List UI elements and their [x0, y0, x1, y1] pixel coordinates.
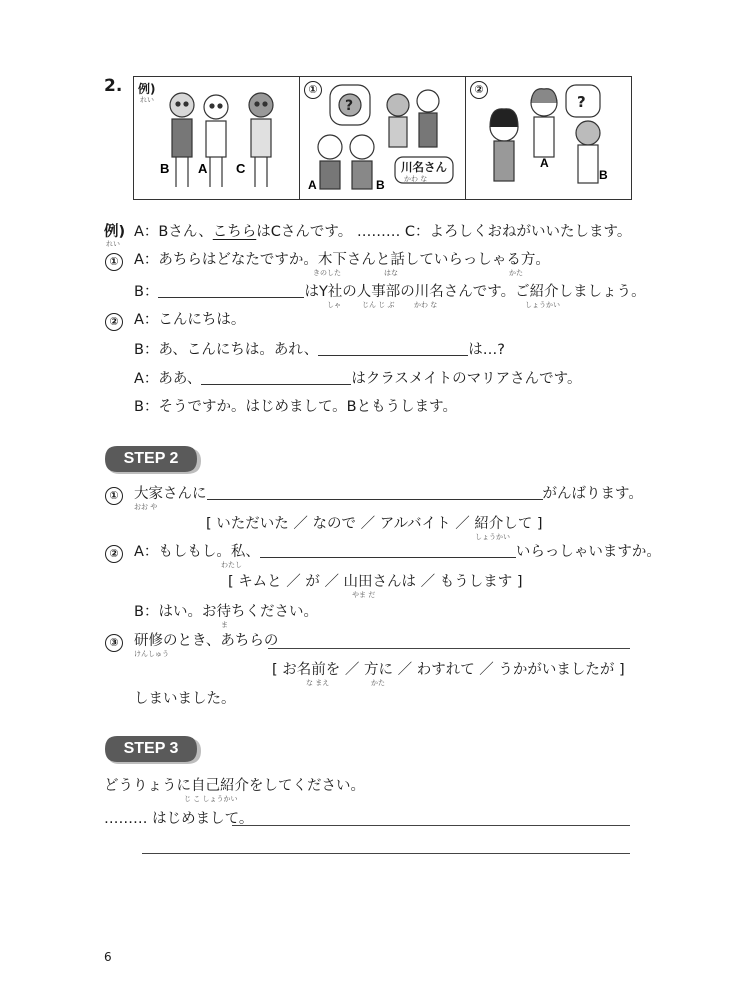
- q1-number: ①: [105, 253, 123, 271]
- ruby-jinjibu: じん じ ぶ: [362, 301, 395, 309]
- answer-blank[interactable]: [158, 282, 304, 298]
- step2-q1-number: ①: [105, 487, 123, 505]
- answer-line[interactable]: [232, 825, 630, 826]
- example-marker-ruby: れい: [106, 240, 120, 248]
- example-text-a: A：Bさん、: [134, 224, 213, 240]
- q2-line3-prefix: A：ああ、: [134, 371, 202, 387]
- people-illustration: [300, 77, 466, 199]
- step2-q2-options: [ キムと ／ が ／ 山田さんは ／ もうします ]: [228, 574, 523, 590]
- step2-q1-line: [134, 484, 643, 504]
- q2-number: ②: [105, 313, 123, 331]
- step2-q3-prefix: 研修のとき、あちらの: [134, 633, 279, 649]
- panel-example: [134, 77, 299, 199]
- q2-line2-prefix: B：あ、こんにちは。あれ、: [134, 342, 319, 358]
- step2-q1-suffix: がんばります。: [542, 486, 643, 502]
- step2-q2-suffix: いらっしゃいますか。: [515, 544, 661, 560]
- q2-line2-suffix: は…?: [468, 342, 505, 358]
- ruby-kata: かた: [509, 269, 523, 277]
- step2-q2-answer: B：はい。お待ちください。: [134, 604, 318, 620]
- step2-q3-ending: しまいました。: [134, 691, 236, 707]
- step2-q3-number: ③: [105, 634, 123, 652]
- ruby-kawana: かわ な: [414, 301, 438, 309]
- q2-line3-suffix: はクラスメイトのマリアさんです。: [351, 371, 582, 387]
- example-underlined: こちら: [212, 224, 257, 240]
- ruby-kata: かた: [371, 679, 385, 687]
- illustration-panels: [133, 76, 632, 200]
- ruby-ooya: おお や: [134, 503, 158, 511]
- step2-label: STEP 2: [123, 450, 179, 467]
- name-bubble-text: 川名さん: [401, 160, 447, 174]
- ruby-jiko-shoukai: じ こ しょうかい: [184, 795, 238, 803]
- panel-1-label-b: B: [376, 178, 385, 192]
- q1-line2-prefix: B：: [134, 284, 159, 300]
- q2-line4: B：そうですか。はじめまして。Bともうします。: [134, 399, 457, 415]
- step2-q1-prefix: 大家さんに: [134, 486, 207, 502]
- answer-blank[interactable]: [268, 648, 630, 649]
- ruby-hana: はな: [384, 269, 398, 277]
- panel-example-label-a: A: [198, 161, 208, 176]
- panel-example-label-c: C: [236, 161, 246, 176]
- example-marker: 例): [104, 224, 126, 240]
- step3-badge: [105, 736, 201, 766]
- svg-text:?: ?: [577, 93, 586, 111]
- ruby-namae: な まえ: [306, 679, 330, 687]
- step2-badge: [105, 446, 201, 476]
- step3-instruction: どうりょうに自己紹介をしてください。: [104, 778, 365, 794]
- panel-2-label-b: B: [599, 168, 608, 182]
- example-sentence: [134, 222, 631, 242]
- ruby-shoukai: しょうかい: [525, 301, 560, 309]
- panel-2-label-a: A: [540, 156, 549, 170]
- panel-1: [299, 77, 466, 199]
- example-text-b: はCさんです。 ……… C：よろしくおねがいいたします。: [256, 224, 632, 240]
- ruby-kenshuu: けんしゅう: [134, 650, 169, 658]
- ruby-sha: しゃ: [327, 301, 341, 309]
- step2-q3-options: [ お名前を ／ 方に ／ わすれて ／ うかがいましたが ]: [272, 662, 625, 678]
- answer-line[interactable]: [142, 853, 630, 854]
- answer-blank[interactable]: [207, 484, 543, 500]
- q2-line1: A：こんにちは。: [134, 312, 246, 328]
- answer-blank[interactable]: [201, 369, 351, 385]
- q1-line2-suffix: はY社の人事部の川名さんです。ご紹介しましょう。: [304, 284, 646, 300]
- step2-q2-line: [134, 542, 661, 562]
- ruby-kinoshita: きのした: [313, 269, 341, 277]
- q2-line3: [134, 369, 581, 389]
- answer-blank[interactable]: [260, 542, 516, 558]
- q1-line2: [134, 282, 646, 302]
- q2-line2: [134, 340, 505, 360]
- panel-2-tag: ②: [470, 81, 488, 99]
- q1-line1: A：あちらはどなたですか。木下さんと話していらっしゃる方。: [134, 252, 550, 268]
- panel-1-tag: ①: [304, 81, 322, 99]
- step3-line-prefix: ……… はじめまして。: [104, 811, 254, 827]
- panel-example-tag-ruby: れい: [140, 96, 154, 104]
- name-bubble-ruby: かわ な: [404, 175, 428, 183]
- panel-example-label-b: B: [160, 161, 170, 176]
- ruby-ma: ま: [221, 621, 228, 629]
- panel-2: [465, 77, 632, 199]
- ruby-shoukai: しょうかい: [475, 533, 510, 541]
- step2-q2-number: ②: [105, 545, 123, 563]
- ruby-watashi: わたし: [221, 561, 242, 569]
- panel-example-tag: 例): [138, 82, 156, 96]
- panel-1-label-a: A: [308, 178, 317, 192]
- step2-q2-prefix: A：もしもし。私、: [134, 544, 260, 560]
- exercise-number: 2.: [104, 76, 123, 96]
- page-number: 6: [104, 950, 112, 964]
- answer-blank[interactable]: [318, 340, 468, 356]
- people-illustration: [466, 77, 632, 199]
- svg-text:?: ?: [345, 98, 354, 114]
- step3-label: STEP 3: [123, 740, 179, 757]
- ruby-yamada: やま だ: [352, 591, 376, 599]
- step2-q1-options: [ いただいた ／ なので ／ アルバイト ／ 紹介して ]: [206, 516, 543, 532]
- people-illustration: [134, 77, 299, 199]
